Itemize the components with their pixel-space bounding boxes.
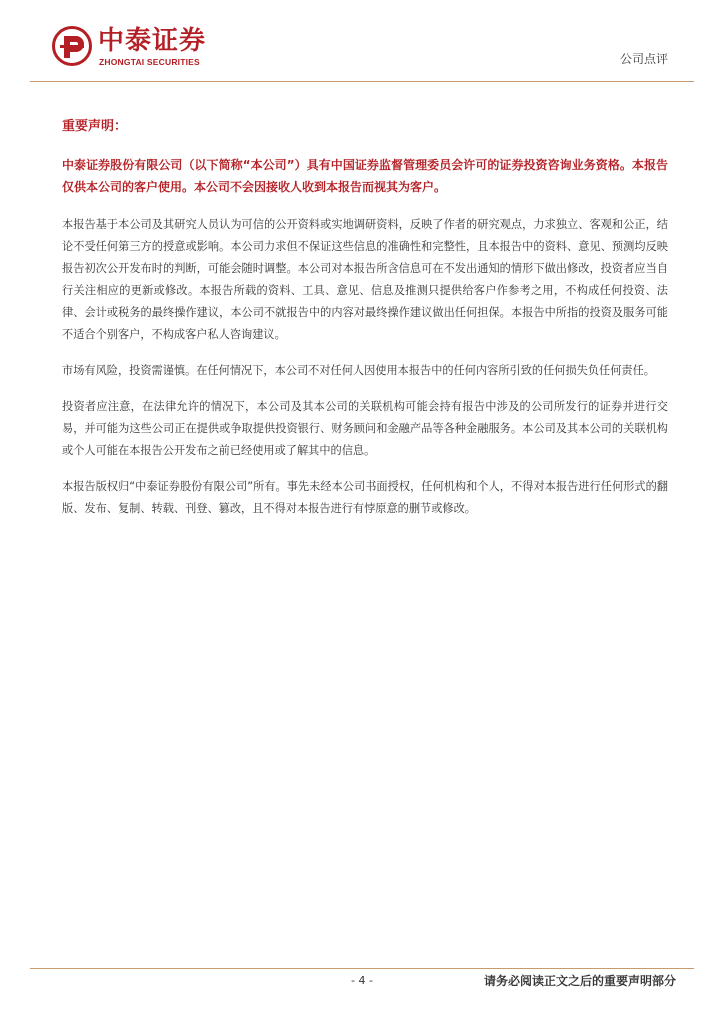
header-divider: [30, 81, 694, 82]
footer-note: 请务必阅读正文之后的重要声明部分: [483, 974, 676, 988]
lead-statement: 中泰证券股份有限公司（以下简称“本公司”）具有中国证券监督管理委员会许可的证券投资咨询业务资格。本报告仅供本公司的客户使用。本公司不会因接收人收到本报告而视其为客户。: [62, 158, 668, 194]
disclaimer-paragraph-basis: 本报告基于本公司及其研究人员认为可信的公开资料或实地调研资料，反映了作者的研究观点，力求独立、客观和公正，结论不受任何第三方的授意或影响。本公司力求但不保证这些信息的准确性和完整性，且本报告中的资料、意见、预测均反映报告初次公开发布时的判断，可能会随时调整。本公司对本报告所含信息可在不发出通知的情形下做出修改，投资者应当自行关注相应的更新或修改。本报告所载的资料、工具、意见、信息及推测只提供给客户作参考之用，不构成任何投资、法律、会计或税务的最终操作建议，本公司不就报告中的内容对最终操作建议做出任何担保。本报告中所指的投资及服务可能不适合个别客户，不构成客户私人咨询建议。: [62, 218, 668, 341]
footer-divider: [30, 968, 694, 969]
disclaimer-paragraph-risk: 市场有风险，投资需谨慎。在任何情况下，本公司不对任何人因使用本报告中的任何内容所引致的任何损失负任何责任。: [62, 364, 655, 377]
logo-chinese-name: 中泰证券: [98, 26, 207, 56]
disclaimer-paragraph-conflict: 投资者应注意，在法律允许的情况下，本公司及其本公司的关联机构可能会持有报告中涉及的公司所发行的证券并进行交易，并可能为这些公司正在提供或争取提供投资银行、财务顾问和金融产品等各种金融服务。本公司及其本公司的关联机构或个人可能在本报告公开发布之前已经使用或了解其中的信息。: [62, 400, 668, 457]
disclaimer-paragraph-copyright: 本报告版权归“中泰证券股份有限公司”所有。事先未经本公司书面授权，任何机构和个人，不得对本报告进行任何形式的翻版、发布、复制、转载、刊登、篡改，且不得对本报告进行有悖原意的删节或修改。: [62, 480, 668, 515]
page-number: - 4 -: [351, 974, 373, 987]
page-header: [0, 0, 724, 90]
zhongtai-logo-icon: [52, 26, 92, 66]
disclaimer-section: [62, 118, 668, 534]
logo-english-name: ZHONGTAI SECURITIES: [99, 57, 200, 67]
report-type-label: 公司点评: [619, 52, 668, 66]
section-heading: 重要声明：: [62, 119, 128, 134]
company-logo: [52, 26, 252, 70]
